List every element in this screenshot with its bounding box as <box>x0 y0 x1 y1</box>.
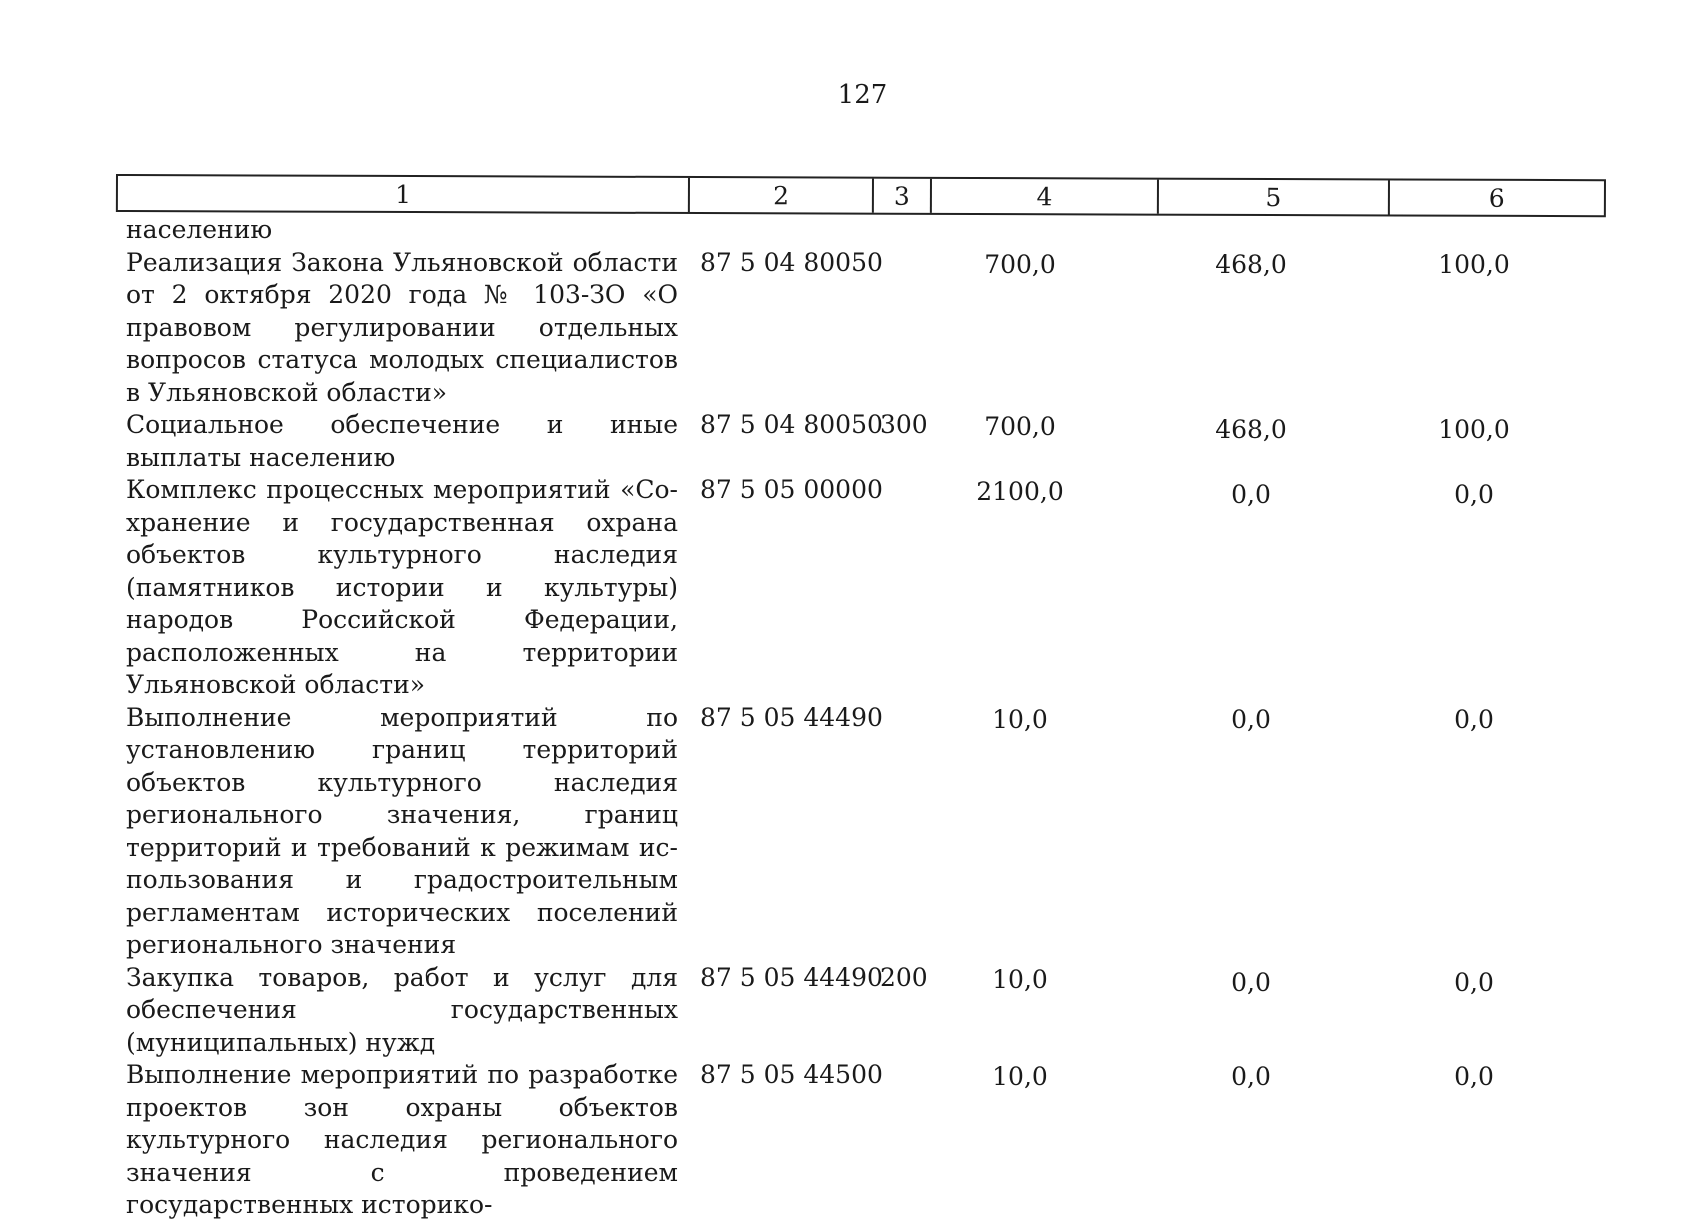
row-name: Комплекс процессных мероприятий «Сохранение и государственная охрана объектов культурного наследия (памятников истории и культуры) народов Российской Федерации, расположенных на территории Ульяновской области» <box>126 475 678 699</box>
row-code: 87 5 04 80050 <box>700 247 883 277</box>
row-value-col5: 0,0 <box>1231 480 1271 509</box>
row-value-col4: 10,0 <box>992 964 1048 994</box>
header-col-5: 5 <box>1159 180 1389 215</box>
table-row <box>126 409 1626 474</box>
row-code: 87 5 05 00000 <box>700 475 883 504</box>
table-row <box>126 474 1626 702</box>
row-value-col5: 0,0 <box>1231 1062 1271 1091</box>
row-value-col6: 0,0 <box>1454 1062 1494 1091</box>
row-value-col6: 0,0 <box>1454 704 1494 734</box>
row-value-col4: 10,0 <box>992 704 1048 734</box>
row-name: населению <box>126 215 273 244</box>
row-value-col4: 10,0 <box>992 1062 1048 1091</box>
row-code: 87 5 05 44500 <box>700 1060 883 1089</box>
row-value-col4: 700,0 <box>984 249 1056 279</box>
row-value-col6: 100,0 <box>1438 415 1510 444</box>
page-number: 127 <box>837 80 888 110</box>
header-col-2: 2 <box>690 178 874 213</box>
table-row <box>126 702 1626 962</box>
row-value-col5: 0,0 <box>1231 704 1271 734</box>
row-code: 87 5 04 80050 <box>700 410 883 439</box>
row-expense-type: 300 <box>880 410 928 439</box>
header-col-3: 3 <box>874 179 932 213</box>
row-expense-type: 200 <box>880 962 928 992</box>
row-value-col6: 0,0 <box>1454 480 1494 509</box>
table-header <box>116 174 1606 217</box>
header-col-4: 4 <box>932 179 1160 214</box>
row-code: 87 5 05 44490 <box>700 962 883 992</box>
row-value-col4: 700,0 <box>984 412 1056 441</box>
row-name: Закупка товаров, работ и услуг для обеспечения государственных (муниципальных) нужд <box>126 962 678 1057</box>
row-value-col5: 468,0 <box>1215 415 1287 444</box>
row-name: Социальное обеспечение и иные выплаты населению <box>126 410 678 472</box>
table-row <box>126 962 1626 1060</box>
row-value-col5: 468,0 <box>1215 249 1287 279</box>
table-row <box>126 1059 1626 1222</box>
row-name: Выполнение мероприятий по установлению границ территорий объектов культурного наследия регионального значения, границ территорий и требований к режимам использования и градостроительным регламентам исторических поселений регионального значения <box>126 702 678 959</box>
row-code: 87 5 05 44490 <box>700 702 883 732</box>
table-body <box>126 214 1626 1222</box>
row-value-col4: 2100,0 <box>976 477 1064 506</box>
row-value-col5: 0,0 <box>1231 967 1271 997</box>
header-col-1: 1 <box>118 176 691 212</box>
row-name: Выполнение мероприятий по разработке проектов зон охраны объектов культурного наследия регионального значения с проведением государственных историко- <box>126 1060 678 1219</box>
row-name: Реализация Закона Ульяновской области от 2 октября 2020 года № 103-ЗО «О правовом регулировании отдельных вопросов статуса молодых специалистов в Ульяновской области» <box>126 247 678 407</box>
row-value-col6: 100,0 <box>1438 249 1510 279</box>
table-row <box>126 214 1626 247</box>
header-col-6: 6 <box>1488 183 1505 213</box>
table-row <box>126 247 1626 410</box>
row-value-col6: 0,0 <box>1454 967 1494 997</box>
